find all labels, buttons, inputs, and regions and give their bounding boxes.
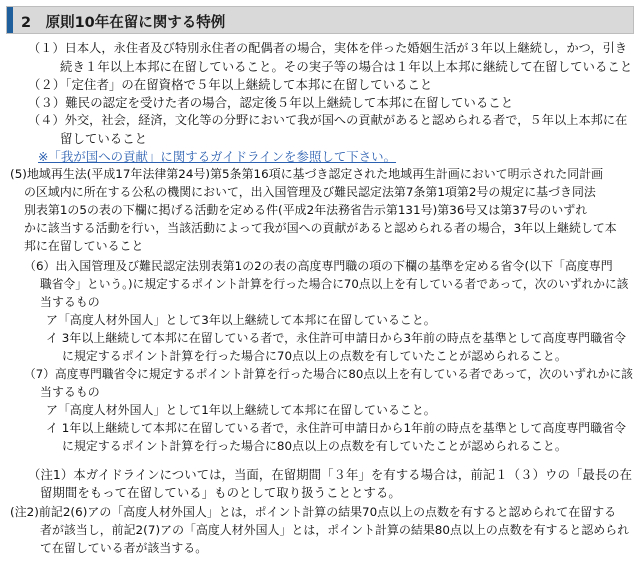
item-1-line-1: （１）日本人，永住者及び特別永住者の配偶者の場合，実体を伴った婚姻生活が３年以上継続し，かつ，引き: [28, 41, 628, 55]
note-2-line-1: (注2)前記2(6)アの「高度人材外国人」とは，ポイント計算の結果70点以上の点数を有すると認められて在留する: [10, 505, 617, 519]
item-4-line-1: （４）外交，社会，経済，文化等の分野において我が国への貢献があると認められる者で，５年以上本邦に在: [28, 113, 628, 127]
item-6-line-2: 職省令」という。)に規定するポイント計算を行った場合に70点以上を有している者であって，次のいずれかに該: [40, 277, 629, 291]
header-accent-bar: [7, 7, 13, 33]
guideline-link-text[interactable]: ※「我が国への貢献」に関するガイドラインを参照して下さい。: [38, 149, 397, 164]
item-5-line-1: (5)地域再生法(平成17年法律第24号)第5条第16項に基づき認定された地域再生計画において明示された同計画: [10, 167, 604, 181]
note-1-line-1: （注1）本ガイドラインについては，当面，在留期間「３年」を有する場合は，前記１（３）ウの「最長の在: [28, 467, 633, 482]
item-6-sub-a: ア「高度人材外国人」として3年以上継続して本邦に在留していること。: [46, 313, 436, 327]
item-6-sub-i-line-1: イ 3年以上継続して本邦に在留している者で，永住許可申請日から3年前の時点を基準として高度専門職省令: [46, 331, 627, 345]
item-7-sub-i-line-2: に規定するポイント計算を行った場合に80点以上の点数を有していたことが認められること。: [62, 439, 567, 453]
item-5-line-3: 別表第1の5の表の下欄に掲げる活動を定める件(平成2年法務省告示第131号)第36号又は第37号のいずれ: [24, 203, 588, 217]
note-2-line-2: 者が該当し，前記2(7)アの「高度人材外国人」とは，ポイント計算の結果80点以上の点数を有すると認められ: [40, 523, 630, 537]
item-6-sub-i-line-2: に規定するポイント計算を行った場合に70点以上の点数を有していたことが認められること。: [62, 349, 567, 363]
item-7-line-2: 当するもの: [40, 385, 100, 399]
item-7-sub-a: ア「高度人材外国人」として1年以上継続して本邦に在留していること。: [46, 403, 436, 417]
item-3-line-1: （３）難民の認定を受けた者の場合，認定後５年以上継続して本邦に在留していること: [28, 95, 514, 110]
item-5-line-4: かに該当する活動を行い，当該活動によって我が国への貢献があると認められる者の場合，3年以上継続して本: [24, 221, 617, 235]
item-7-sub-i-line-1: イ 1年以上継続して本邦に在留している者で，永住許可申請日から1年前の時点を基準として高度専門職省令: [46, 421, 627, 435]
item-6-line-1: （6）出入国管理及び難民認定法別表第1の2の表の高度専門職の項の下欄の基準を定める省令(以下「高度専門: [24, 259, 613, 273]
item-7-line-1: （7）高度専門職省令に規定するポイント計算を行った場合に80点以上を有している者であって，次のいずれかに該: [24, 367, 633, 381]
item-2-line-1: （２）「定住者」の在留資格で５年以上継続して本邦に在留していること: [28, 77, 433, 92]
section-header: [6, 6, 634, 34]
item-5-line-5: 邦に在留していること: [24, 239, 144, 253]
section-title: 2 原則10年在留に関する特例: [21, 15, 226, 31]
item-1-line-2: 続き１年以上本邦に在留していること。その実子等の場合は１年以上本邦に継続して在留していること: [60, 59, 633, 74]
item-5-line-2: の区域内に所在する公私の機関において，出入国管理及び難民認定法第7条第1項第2号の規定に基づき同法: [24, 185, 596, 199]
item-4-line-2: 留していること: [60, 131, 148, 146]
item-6-line-3: 当するもの: [40, 295, 100, 309]
guideline-link[interactable]: [38, 148, 396, 165]
note-1-line-2: 留期間をもって在留している」ものとして取り扱うこととする。: [40, 485, 401, 500]
note-2-line-3: て在留している者が該当する。: [40, 541, 208, 555]
